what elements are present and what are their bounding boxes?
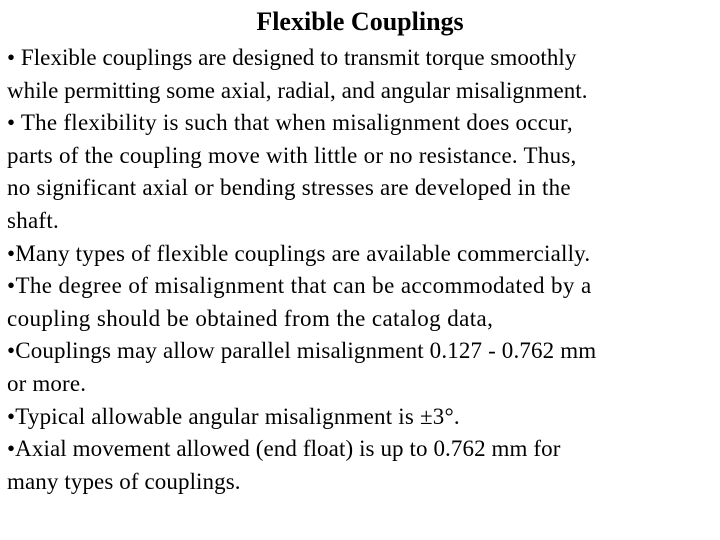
slide-title: Flexible Couplings [256,7,464,36]
bullet-line: shaft. [7,207,59,233]
bullet-line: •Couplings may allow parallel misalignment 0.127 - 0.762 mm [7,338,597,364]
bullet-line: •Axial movement allowed (end float) is up to 0.762 mm for [7,436,561,462]
bullet-line: • Flexible couplings are designed to transmit torque smoothly [7,45,577,70]
bullet-line: • The flexibility is such that when misalignment does occur, [7,110,573,136]
bullet-degree-of-misalignment [7,270,719,335]
bullet-line: •Typical allowable angular misalignment is ±3°. [7,403,460,429]
bullet-angular-misalignment [7,401,719,434]
bullet-parallel-misalignment [7,335,719,400]
bullet-line: coupling should be obtained from the catalog data, [7,305,494,331]
bullet-torque-misalignment [7,42,719,107]
bullet-axial-movement [7,433,719,498]
bullet-line: no significant axial or bending stresses are developed in the [7,175,571,201]
bullet-line: •The degree of misalignment that can be accommodated by a [7,273,592,299]
bullet-line: while permitting some axial, radial, and angular misalignment. [7,77,588,103]
slide-body [7,42,719,498]
bullet-flexibility [7,107,719,237]
bullet-line: many types of couplings. [7,468,241,494]
bullet-line: or more. [7,370,87,396]
bullet-types-available [7,238,719,271]
bullet-line: •Many types of flexible couplings are available commercially. [7,240,591,266]
bullet-line: parts of the coupling move with little or no resistance. Thus, [7,142,577,168]
